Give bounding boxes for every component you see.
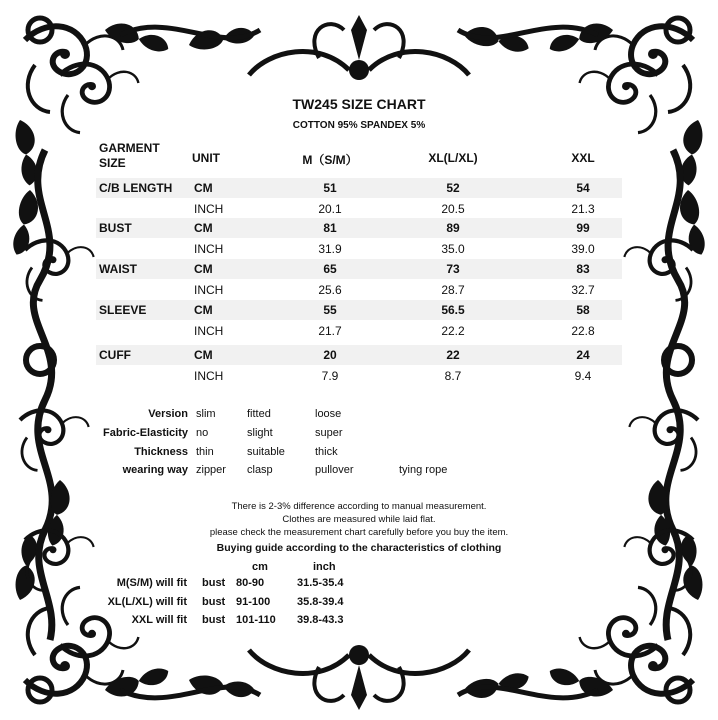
size-m-value: 25.6 bbox=[318, 283, 342, 297]
size-xxl-value: 83 bbox=[576, 262, 590, 276]
guide-body-part: bust bbox=[202, 596, 226, 608]
characteristic-option: clasp bbox=[247, 464, 273, 476]
table-row bbox=[96, 178, 622, 198]
size-m-value: 51 bbox=[323, 181, 337, 195]
note-line: please check the measurement chart carefully before you buy the item. bbox=[209, 527, 509, 538]
characteristic-option: slight bbox=[247, 427, 273, 439]
size-xxl-value: 22.8 bbox=[571, 324, 595, 338]
characteristic-label: wearing way bbox=[122, 464, 188, 476]
guide-size-label: XXL will fit bbox=[131, 614, 187, 626]
characteristic-option: super bbox=[315, 427, 343, 439]
unit-cell: INCH bbox=[194, 242, 224, 256]
size-m-value: 65 bbox=[323, 262, 337, 276]
size-xxl-value: 99 bbox=[576, 221, 590, 235]
size-xl-value: 22 bbox=[446, 348, 460, 362]
characteristic-option: suitable bbox=[247, 446, 285, 458]
characteristic-option: zipper bbox=[196, 464, 226, 476]
unit-cell: CM bbox=[194, 303, 213, 317]
table-row bbox=[96, 345, 622, 365]
size-xl-value: 89 bbox=[446, 221, 460, 235]
table-row bbox=[96, 280, 622, 300]
size-xl-value: 56.5 bbox=[441, 303, 465, 317]
header-size-xxl: XXL bbox=[571, 151, 595, 165]
size-xl-value: 73 bbox=[446, 262, 460, 276]
guide-inch-range: 31.5-35.4 bbox=[297, 577, 344, 589]
size-xxl-value: 24 bbox=[576, 348, 590, 362]
page-title: TW245 SIZE CHART bbox=[292, 96, 426, 112]
characteristic-option: no bbox=[196, 427, 209, 439]
characteristic-option: slim bbox=[196, 408, 216, 420]
size-xl-value: 52 bbox=[446, 181, 460, 195]
measurement-label: WAIST bbox=[99, 262, 137, 276]
guide-col-cm: cm bbox=[252, 561, 268, 573]
characteristic-option: tying rope bbox=[399, 464, 448, 476]
size-m-value: 7.9 bbox=[321, 369, 339, 383]
characteristic-option: pullover bbox=[315, 464, 354, 476]
guide-cm-range: 80-90 bbox=[236, 577, 265, 589]
table-row bbox=[96, 259, 622, 279]
size-xxl-value: 21.3 bbox=[571, 202, 595, 216]
unit-cell: INCH bbox=[194, 324, 224, 338]
size-m-value: 20 bbox=[323, 348, 337, 362]
characteristic-label: Version bbox=[148, 408, 188, 420]
unit-cell: CM bbox=[194, 181, 213, 195]
characteristic-label: Fabric-Elasticity bbox=[103, 427, 188, 439]
guide-body-part: bust bbox=[202, 577, 226, 589]
guide-inch-range: 39.8-43.3 bbox=[297, 614, 344, 626]
guide-cm-range: 101-110 bbox=[236, 614, 276, 626]
unit-cell: INCH bbox=[194, 369, 224, 383]
table-row bbox=[96, 218, 622, 238]
unit-cell: INCH bbox=[194, 283, 224, 297]
size-xxl-value: 54 bbox=[576, 181, 590, 195]
guide-body-part: bust bbox=[202, 614, 226, 626]
characteristic-label: Thickness bbox=[134, 446, 188, 458]
characteristic-option: loose bbox=[315, 408, 342, 420]
table-row bbox=[96, 321, 622, 341]
unit-cell: INCH bbox=[194, 202, 224, 216]
table-row bbox=[96, 239, 622, 259]
measurement-label: BUST bbox=[99, 221, 132, 235]
unit-cell: CM bbox=[194, 262, 213, 276]
size-m-value: 81 bbox=[323, 221, 337, 235]
characteristic-option: thin bbox=[196, 446, 214, 458]
size-xl-value: 20.5 bbox=[441, 202, 465, 216]
size-xl-value: 28.7 bbox=[441, 283, 465, 297]
guide-size-label: M(S/M) will fit bbox=[116, 577, 187, 589]
measurement-label: C/B LENGTH bbox=[99, 181, 173, 195]
guide-cm-range: 91-100 bbox=[236, 596, 271, 608]
guide-size-label: XL(L/XL) will fit bbox=[107, 596, 187, 608]
table-row bbox=[96, 199, 622, 219]
table-row bbox=[96, 366, 622, 386]
guide-col-inch: inch bbox=[313, 561, 336, 573]
guide-inch-range: 35.8-39.4 bbox=[297, 596, 344, 608]
header-size-m: M（S/M） bbox=[302, 153, 358, 167]
size-m-value: 55 bbox=[323, 303, 337, 317]
buying-guide-title: Buying guide according to the characteristics of clothing bbox=[216, 542, 502, 554]
header-garment-size: GARMENT SIZE bbox=[99, 141, 160, 170]
characteristic-option: thick bbox=[315, 446, 338, 458]
note-line: There is 2-3% difference according to manual measurement. bbox=[231, 501, 487, 512]
size-m-value: 21.7 bbox=[318, 324, 342, 338]
material-subtitle: COTTON 95% SPANDEX 5% bbox=[292, 120, 426, 131]
size-xl-value: 35.0 bbox=[441, 242, 465, 256]
note-line: Clothes are measured while laid flat. bbox=[282, 514, 436, 525]
size-xxl-value: 32.7 bbox=[571, 283, 595, 297]
size-m-value: 31.9 bbox=[318, 242, 342, 256]
unit-cell: CM bbox=[194, 348, 213, 362]
characteristic-option: fitted bbox=[247, 408, 271, 420]
size-xxl-value: 9.4 bbox=[574, 369, 592, 383]
size-xxl-value: 39.0 bbox=[571, 242, 595, 256]
size-m-value: 20.1 bbox=[318, 202, 342, 216]
size-xl-value: 8.7 bbox=[444, 369, 462, 383]
header-size-xl: XL(L/XL) bbox=[428, 151, 478, 165]
measurement-label: SLEEVE bbox=[99, 303, 147, 317]
header-unit: UNIT bbox=[192, 151, 220, 165]
unit-cell: CM bbox=[194, 221, 213, 235]
size-xxl-value: 58 bbox=[576, 303, 590, 317]
table-row bbox=[96, 300, 622, 320]
measurement-label: CUFF bbox=[99, 348, 131, 362]
size-xl-value: 22.2 bbox=[441, 324, 465, 338]
